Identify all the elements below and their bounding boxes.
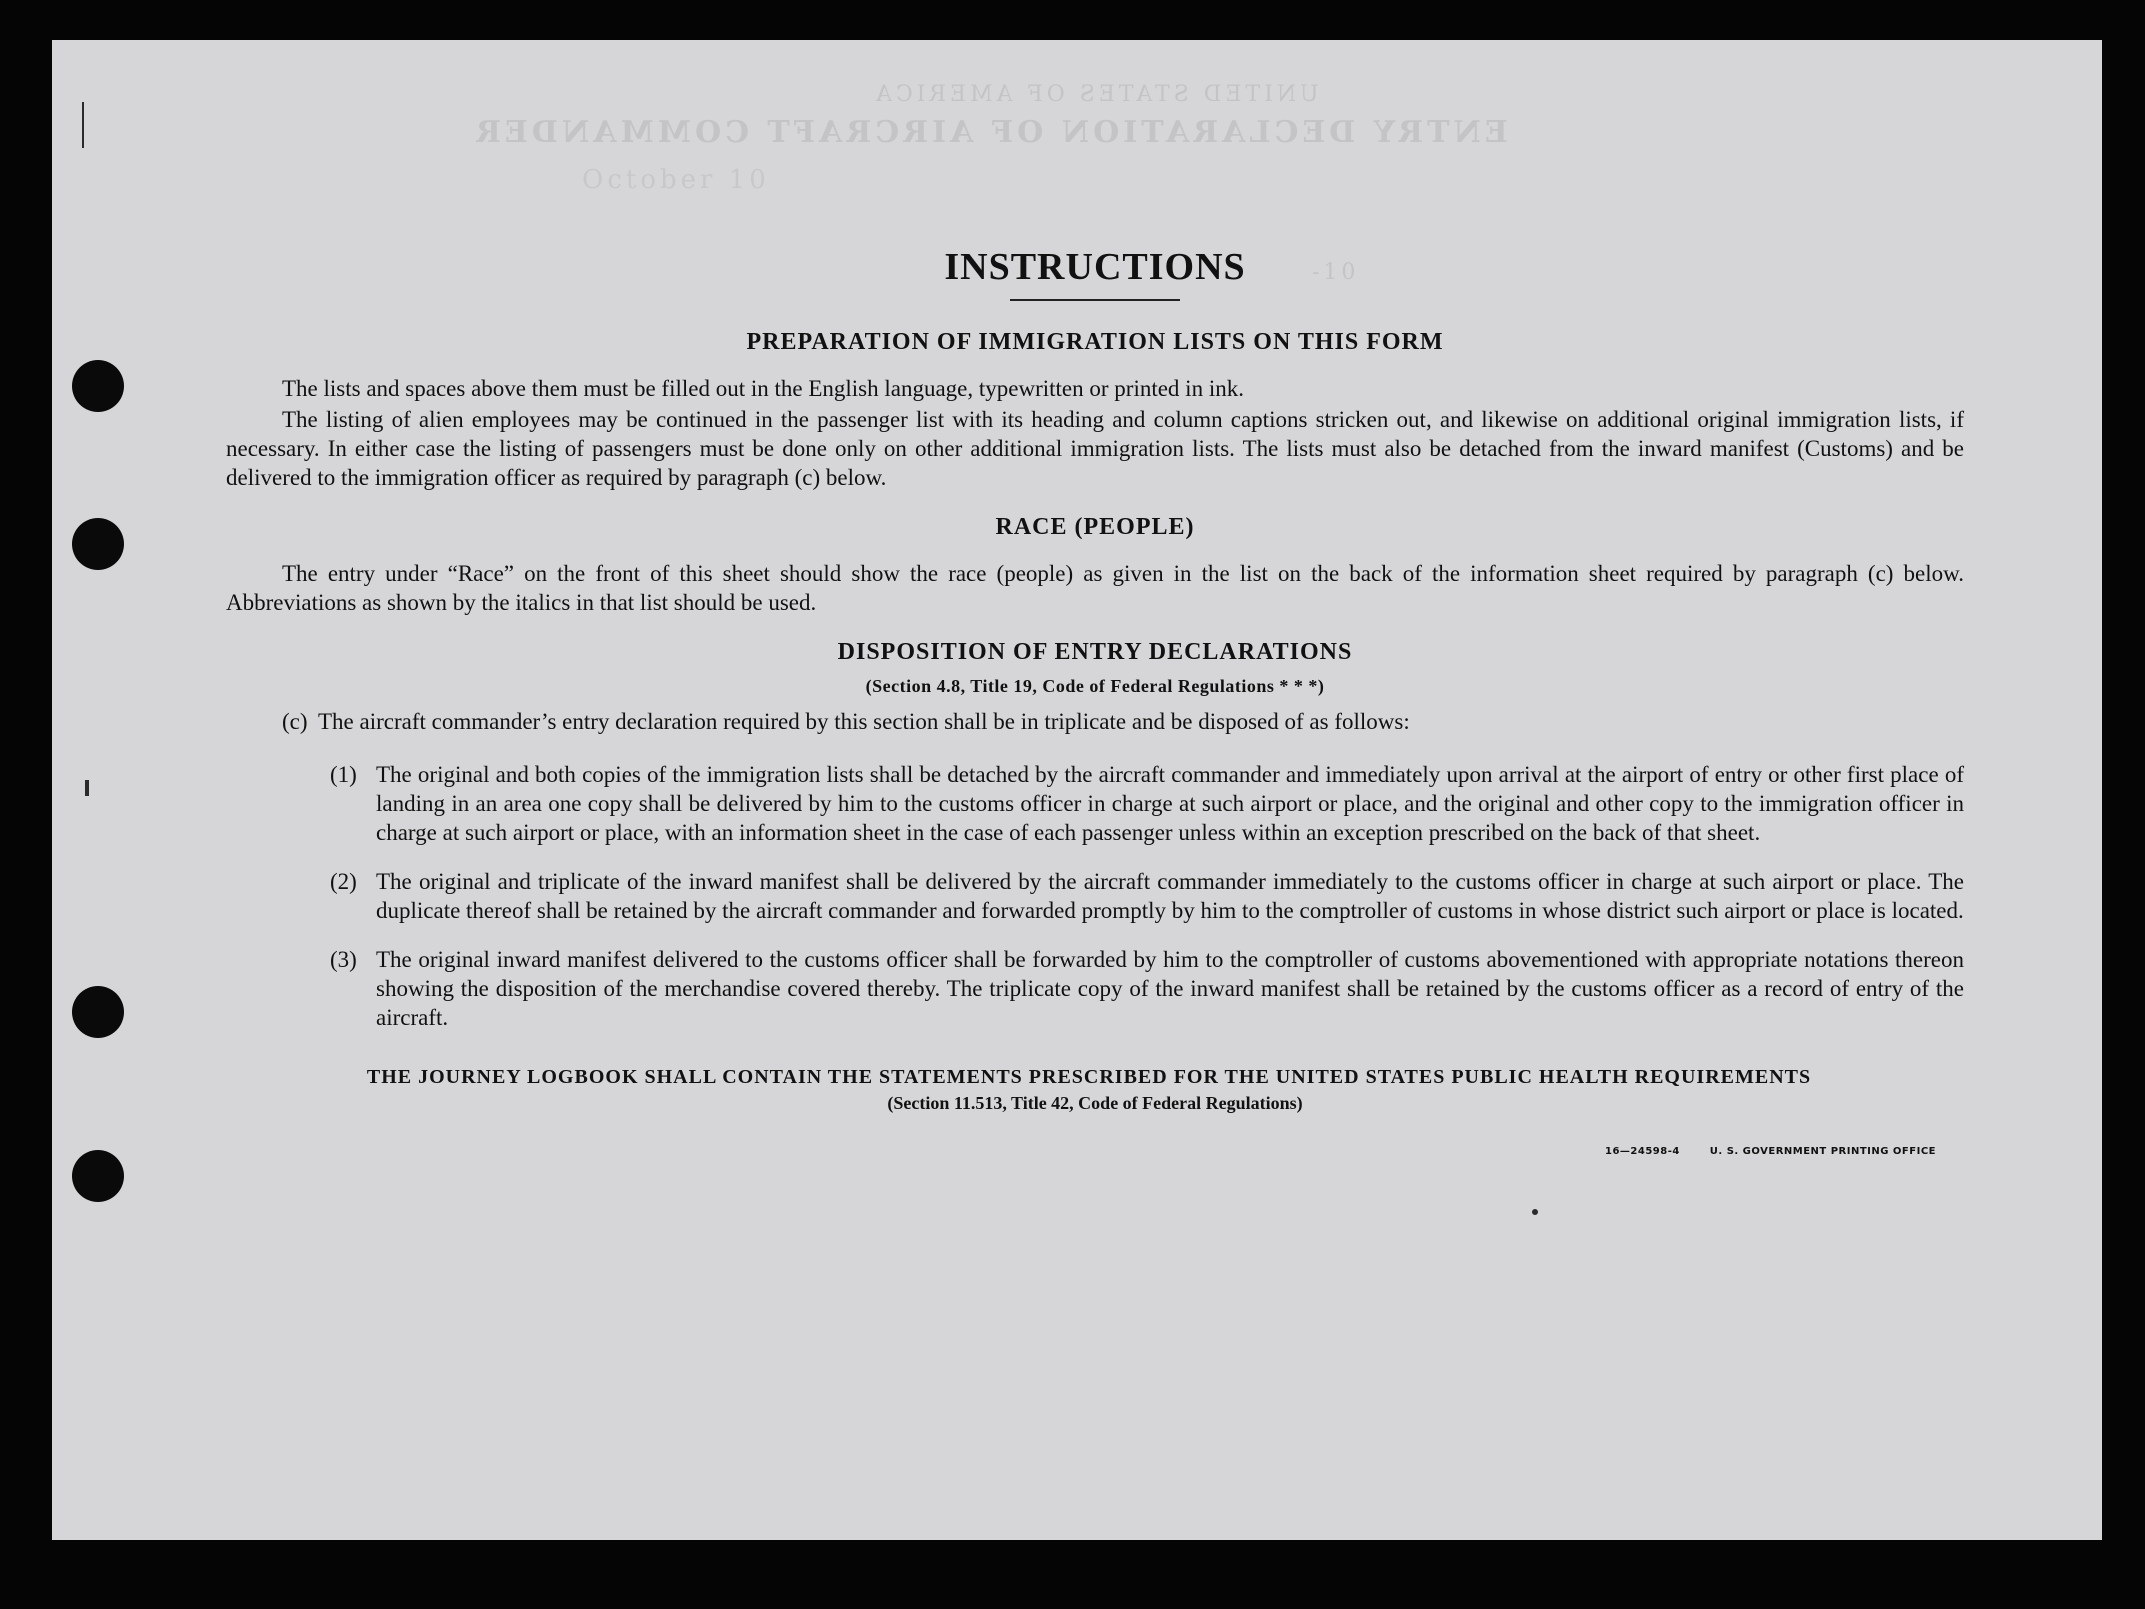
- item-text: The original and both copies of the immigration lists shall be detached by the aircraft commander and immediately upon arrival at the airport of entry or other first place of landing in an area one copy shall be delivered by him to the customs officer in charge at such airport or place, and the original and other copy to the immigration officer in charge at such airport or place, with an information sheet in the case of each passenger unless within an exception prescribed on the back of that sheet.: [376, 762, 1964, 845]
- paragraph-c-text: The aircraft commander’s entry declaration required by this section shall be in triplicate and be disposed of as follows:: [318, 709, 1410, 734]
- preparation-paragraph-1: The lists and spaces above them must be filled out in the English language, typewritten or printed in ink.: [282, 376, 1244, 401]
- disposition-heading: DISPOSITION OF ENTRY DECLARATIONS: [837, 639, 1353, 665]
- disposition-item: [330, 945, 1964, 1032]
- printer-name: U. S. GOVERNMENT PRINTING OFFICE: [1709, 1146, 1936, 1157]
- race-heading: RACE (PEOPLE): [995, 514, 1195, 540]
- paragraph-c: [226, 707, 1964, 736]
- paragraph-c-label: (c): [282, 709, 308, 734]
- item-number: (1): [330, 762, 357, 787]
- logbook-citation: (Section 11.513, Title 42, Code of Federal Regulations): [887, 1093, 1303, 1113]
- title-underline: [1010, 299, 1180, 301]
- ink-dot: [1532, 1209, 1538, 1215]
- disposition-citation: (Section 4.8, Title 19, Code of Federal Regulations * * *): [865, 676, 1325, 696]
- bleed-through-text: UNITED STATES OF AMERICA: [872, 82, 1319, 107]
- punch-hole: [72, 518, 124, 570]
- print-code: [226, 1146, 1964, 1157]
- form-number: 16—24598-4: [1604, 1146, 1680, 1157]
- race-paragraph: The entry under “Race” on the front of this sheet should show the race (people) as given in the list on the back of the information sheet required by paragraph (c) below. Abbreviations as shown by the italics in that list should be used.: [226, 561, 1964, 615]
- bleed-through-text: October 10: [582, 165, 770, 195]
- punch-hole: [72, 1150, 124, 1202]
- disposition-item: [330, 760, 1964, 847]
- punch-hole: [72, 986, 124, 1038]
- page-title: INSTRUCTIONS: [944, 246, 1246, 288]
- preparation-heading: PREPARATION OF IMMIGRATION LISTS ON THIS FORM: [746, 329, 1444, 355]
- item-text: The original and triplicate of the inward manifest shall be delivered by the aircraft commander immediately to the customs officer in charge at such airport or place. The duplicate thereof shall be retained by the aircraft commander and forwarded promptly by him to the comptroller of customs in whose district such airport or place is located.: [376, 869, 1964, 923]
- instructions-content: [226, 245, 1964, 1157]
- margin-mark: [82, 102, 84, 148]
- item-number: (3): [330, 947, 357, 972]
- bleed-through-text: -10: [1312, 260, 1360, 285]
- disposition-items: [226, 760, 1964, 1032]
- preparation-paragraph-2: The listing of alien employees may be continued in the passenger list with its heading and column captions stricken out, and likewise on additional original immigration lists, if necessary. In either case the listing of passengers must be done only on other additional immigration lists. The lists must also be detached from the inward manifest (Customs) and be delivered to the immigration officer as required by paragraph (c) below.: [226, 407, 1964, 490]
- item-number: (2): [330, 869, 357, 894]
- disposition-item: [330, 867, 1964, 925]
- punch-hole: [72, 360, 124, 412]
- item-text: The original inward manifest delivered to the customs officer shall be forwarded by him to the comptroller of customs abovementioned with appropriate notations thereon showing the disposition of the merchandise covered thereby. The triplicate copy of the inward manifest shall be retained by the customs officer as a record of entry of the aircraft.: [376, 947, 1964, 1030]
- document-sheet: [52, 40, 2102, 1540]
- logbook-statement: THE JOURNEY LOGBOOK SHALL CONTAIN THE STATEMENTS PRESCRIBED FOR THE UNITED STATES PUBLIC HEALTH REQUIREMENTS: [366, 1066, 1812, 1088]
- margin-mark: [85, 780, 89, 796]
- bleed-through-text: ENTRY DECLARATION OF AIRCRAFT COMMANDER: [472, 115, 1508, 150]
